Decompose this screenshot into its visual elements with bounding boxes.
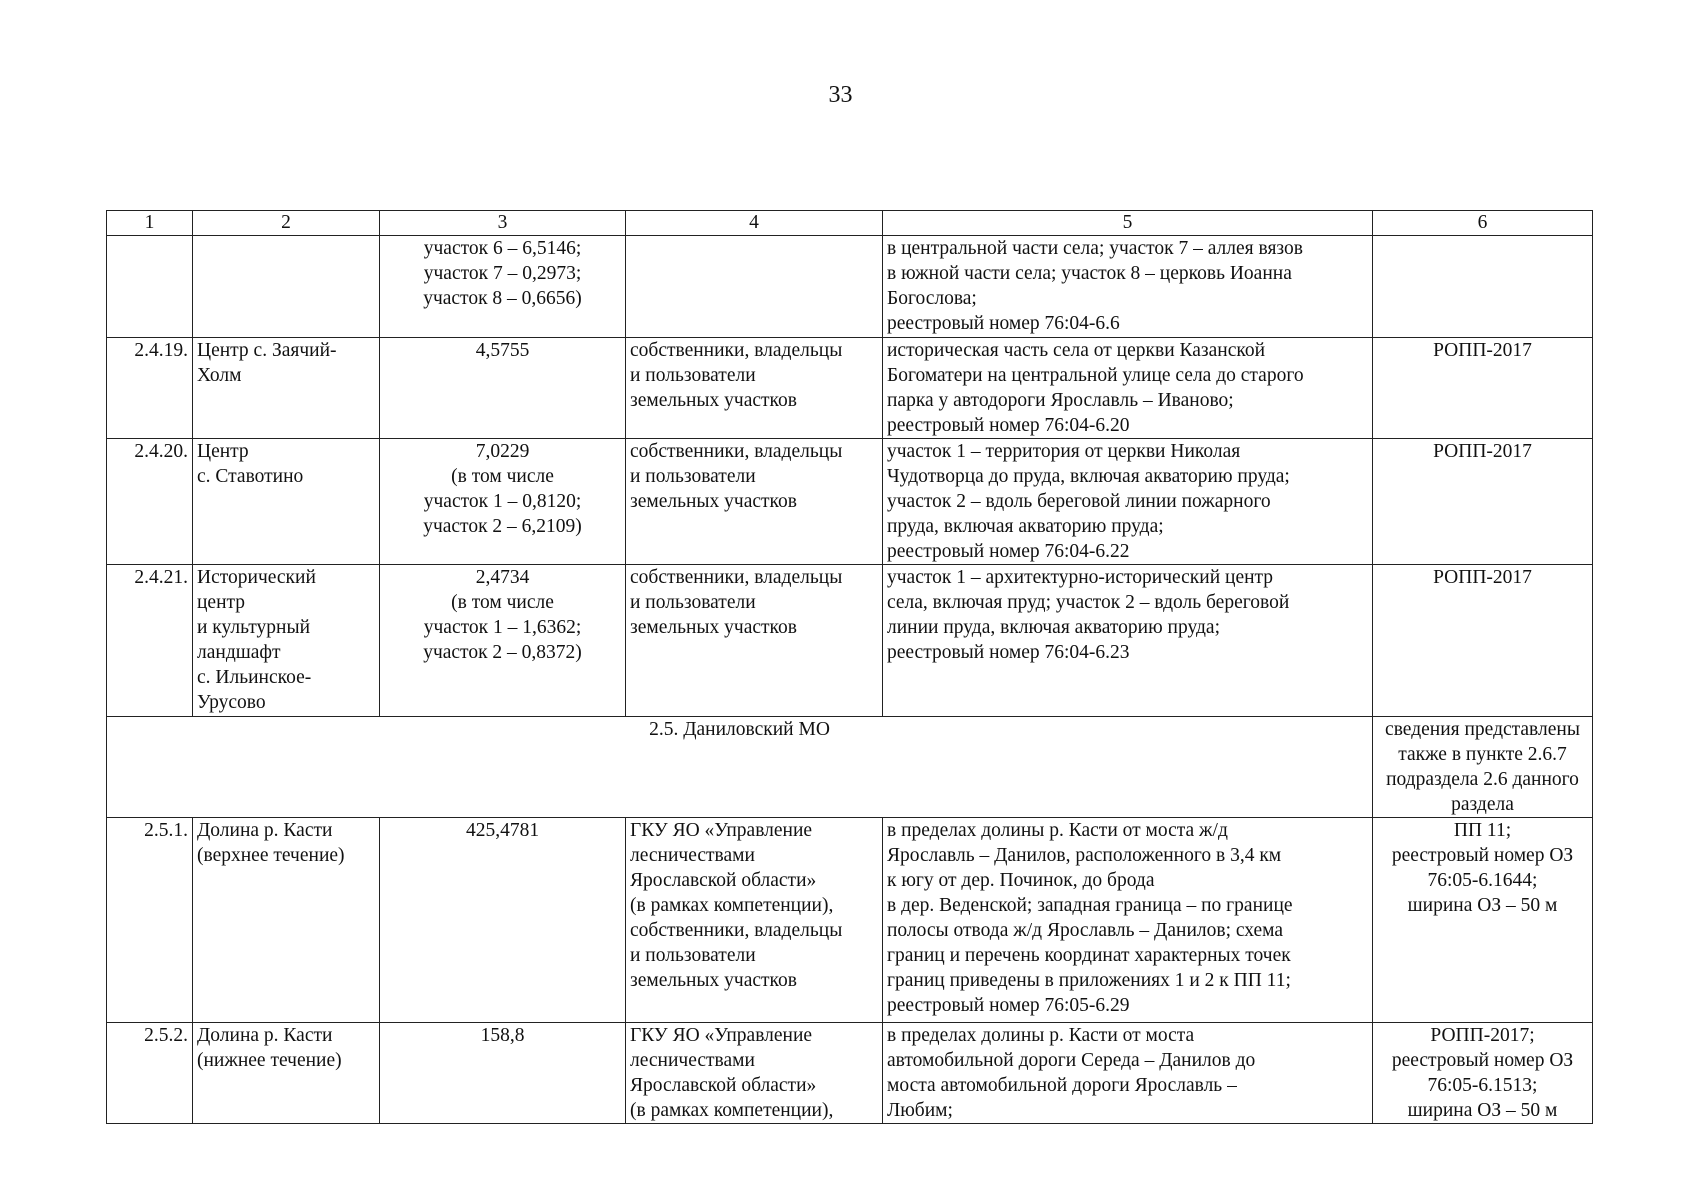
basis-cell — [1373, 1023, 1593, 1124]
basis-cell — [1373, 236, 1593, 338]
description-cell-line: Богослова; — [887, 288, 977, 309]
basis-cell-line: ПП 11; — [1453, 820, 1512, 841]
table-row — [107, 439, 1593, 565]
basis-cell-line: ширина ОЗ – 50 м — [1407, 895, 1558, 916]
basis-cell-line: РОПП-2017 — [1433, 340, 1532, 361]
column-header-1: 1 — [107, 211, 193, 236]
column-header-3: 3 — [380, 211, 626, 236]
object-name-cell-line: (верхнее течение) — [197, 845, 345, 866]
object-name-cell — [193, 565, 380, 717]
table-row — [107, 236, 1593, 338]
description-cell-line: полосы отвода ж/д Ярославль – Данилов; схема — [887, 920, 1284, 941]
row-number-cell — [107, 236, 193, 338]
row-number-cell — [107, 565, 193, 717]
basis-cell-line: ширина ОЗ – 50 м — [1407, 1100, 1558, 1121]
row-number: 2.4.20. — [134, 441, 188, 462]
description-cell — [883, 338, 1373, 439]
object-name-cell-line: (нижнее течение) — [197, 1050, 342, 1071]
section-note-line: сведения представлены — [1385, 719, 1580, 740]
description-cell-line: линии пруда, включая акваторию пруда; — [887, 617, 1220, 638]
basis-cell — [1373, 439, 1593, 565]
object-name-cell-line: Центр с. Заячий- — [197, 340, 337, 361]
page-number — [0, 82, 1697, 109]
description-cell-line: реестровый номер 76:04-6.23 — [887, 642, 1130, 663]
description-cell-line: реестровый номер 76:04-6.6 — [887, 313, 1120, 334]
area-cell-line: участок 8 – 0,6656) — [423, 288, 582, 309]
owner-cell-line: Ярославской области» — [630, 1075, 817, 1096]
column-header-5: 5 — [883, 211, 1373, 236]
description-cell-line: границ и перечень координат характерных точек — [887, 945, 1291, 966]
object-name-cell-line: с. Ильинское- — [197, 667, 312, 688]
object-name-cell — [193, 338, 380, 439]
owner-cell — [626, 236, 883, 338]
area-cell-line: участок 1 – 0,8120; — [423, 491, 582, 512]
row-number: 2.4.19. — [134, 340, 188, 361]
description-cell-line: реестровый номер 76:05-6.29 — [887, 995, 1130, 1016]
object-name-cell-line: Урусово — [197, 692, 266, 713]
description-cell-line: пруда, включая акваторию пруда; — [887, 516, 1164, 537]
object-name-cell — [193, 818, 380, 1023]
object-name-cell-line: Долина р. Касти — [197, 820, 333, 841]
basis-cell-line: РОПП-2017 — [1433, 441, 1532, 462]
object-name-cell-line: Холм — [197, 365, 242, 386]
table-body — [107, 211, 1593, 1124]
description-cell-line: Богоматери на центральной улице села до старого — [887, 365, 1304, 386]
owner-cell-line: и пользователи — [630, 945, 756, 966]
table-row — [107, 818, 1593, 1023]
column-header-4: 4 — [626, 211, 883, 236]
object-name-cell — [193, 236, 380, 338]
area-cell — [380, 338, 626, 439]
description-cell-line: историческая часть села от церкви Казанской — [887, 340, 1266, 361]
row-number: 2.4.21. — [134, 567, 188, 588]
basis-cell-line: РОПП-2017; — [1430, 1025, 1535, 1046]
basis-cell — [1373, 565, 1593, 717]
description-cell-line: участок 1 – территория от церкви Николая — [887, 441, 1241, 462]
basis-cell — [1373, 338, 1593, 439]
area-cell-line: 2,4734 — [475, 567, 530, 588]
object-name-cell — [193, 1023, 380, 1124]
owner-cell-line: и пользователи — [630, 592, 756, 613]
description-cell-line: парка у автодороги Ярославль – Иваново; — [887, 390, 1234, 411]
description-cell — [883, 818, 1373, 1023]
header-row — [107, 211, 1593, 236]
area-cell-line: (в том числе — [451, 592, 554, 613]
description-cell-line: Любим; — [887, 1100, 953, 1121]
owner-cell-line: собственники, владельцы — [630, 567, 843, 588]
description-cell-line: в южной части села; участок 8 – церковь Иоанна — [887, 263, 1292, 284]
object-name-cell-line: Исторический — [197, 567, 316, 588]
basis-cell-line: РОПП-2017 — [1433, 567, 1532, 588]
basis-cell — [1373, 818, 1593, 1023]
owner-cell — [626, 338, 883, 439]
description-cell-line: села, включая пруд; участок 2 – вдоль береговой — [887, 592, 1290, 613]
owner-cell — [626, 818, 883, 1023]
area-cell — [380, 818, 626, 1023]
table-row — [107, 338, 1593, 439]
section-note-line: раздела — [1451, 794, 1514, 815]
row-number-cell — [107, 439, 193, 565]
owner-cell — [626, 439, 883, 565]
page-number-text: 33 — [828, 82, 853, 108]
description-cell-line: Ярославль – Данилов, расположенного в 3,4 км — [887, 845, 1282, 866]
table-row — [107, 565, 1593, 717]
owner-cell-line: (в рамках компетенции), — [630, 1100, 834, 1121]
table-row — [107, 1023, 1593, 1124]
description-cell — [883, 565, 1373, 717]
owner-cell-line: собственники, владельцы — [630, 920, 843, 941]
area-cell — [380, 236, 626, 338]
object-name-cell — [193, 439, 380, 565]
area-cell-line: участок 7 – 0,2973; — [423, 263, 582, 284]
row-number-cell — [107, 1023, 193, 1124]
area-cell-line: участок 6 – 6,5146; — [423, 238, 582, 259]
owner-cell-line: земельных участков — [630, 390, 797, 411]
row-number-cell — [107, 818, 193, 1023]
owner-cell-line: ГКУ ЯО «Управление — [630, 1025, 813, 1046]
owner-cell-line: лесничествами — [630, 845, 755, 866]
owner-cell-line: ГКУ ЯО «Управление — [630, 820, 813, 841]
document-table — [106, 210, 1593, 1124]
owner-cell-line: и пользователи — [630, 365, 756, 386]
area-cell-line: участок 1 – 1,6362; — [423, 617, 582, 638]
description-cell — [883, 236, 1373, 338]
object-name-cell-line: Центр — [197, 441, 249, 462]
section-title: 2.5. Даниловский МО — [107, 717, 1373, 818]
column-header-2: 2 — [193, 211, 380, 236]
owner-cell-line: (в рамках компетенции), — [630, 895, 834, 916]
basis-cell-line: реестровый номер ОЗ — [1391, 845, 1574, 866]
section-note — [1373, 717, 1593, 818]
basis-cell-line: 76:05-6.1644; — [1427, 870, 1538, 891]
description-cell — [883, 439, 1373, 565]
description-cell-line: участок 1 – архитектурно-исторический центр — [887, 567, 1274, 588]
row-number: 2.5.1. — [144, 820, 188, 841]
object-name-cell-line: ландшафт — [197, 642, 281, 663]
object-name-cell-line: Долина р. Касти — [197, 1025, 333, 1046]
description-cell-line: границ приведены в приложениях 1 и 2 к ПП 11; — [887, 970, 1291, 991]
area-cell-line: участок 2 – 6,2109) — [423, 516, 582, 537]
description-cell-line: в центральной части села; участок 7 – аллея вязов — [887, 238, 1303, 259]
object-name-cell-line: с. Ставотино — [197, 466, 304, 487]
owner-cell-line: земельных участков — [630, 970, 797, 991]
description-cell-line: в дер. Веденской; западная граница – по границе — [887, 895, 1293, 916]
basis-cell-line: реестровый номер ОЗ — [1391, 1050, 1574, 1071]
description-cell-line: моста автомобильной дороги Ярославль – — [887, 1075, 1237, 1096]
owner-cell-line: земельных участков — [630, 617, 797, 638]
row-number: 2.5.2. — [144, 1025, 188, 1046]
area-cell-line: 4,5755 — [475, 340, 530, 361]
area-cell-line: 425,4781 — [465, 820, 540, 841]
description-cell-line: в пределах долины р. Касти от моста ж/д — [887, 820, 1228, 841]
description-cell-line: к югу от дер. Починок, до брода — [887, 870, 1155, 891]
area-cell-line: (в том числе — [451, 466, 554, 487]
object-name-cell-line: и культурный — [197, 617, 311, 638]
description-cell-line: автомобильной дороги Середа – Данилов до — [887, 1050, 1256, 1071]
owner-cell-line: лесничествами — [630, 1050, 755, 1071]
area-cell-line: участок 2 – 0,8372) — [423, 642, 582, 663]
description-cell — [883, 1023, 1373, 1124]
area-cell-line: 7,0229 — [475, 441, 530, 462]
description-cell-line: реестровый номер 76:04-6.20 — [887, 415, 1130, 436]
description-cell-line: участок 2 – вдоль береговой линии пожарного — [887, 491, 1271, 512]
owner-cell-line: собственники, владельцы — [630, 340, 843, 361]
basis-cell-line: 76:05-6.1513; — [1427, 1075, 1538, 1096]
row-number-cell — [107, 338, 193, 439]
area-cell — [380, 439, 626, 565]
owner-cell-line: земельных участков — [630, 491, 797, 512]
owner-cell-line: Ярославской области» — [630, 870, 817, 891]
section-row — [107, 717, 1593, 818]
area-cell — [380, 1023, 626, 1124]
owner-cell — [626, 565, 883, 717]
description-cell-line: в пределах долины р. Касти от моста — [887, 1025, 1195, 1046]
area-cell — [380, 565, 626, 717]
owner-cell — [626, 1023, 883, 1124]
owner-cell-line: собственники, владельцы — [630, 441, 843, 462]
area-cell-line: 158,8 — [480, 1025, 525, 1046]
description-cell-line: реестровый номер 76:04-6.22 — [887, 541, 1130, 562]
column-header-6: 6 — [1373, 211, 1593, 236]
owner-cell-line: и пользователи — [630, 466, 756, 487]
object-name-cell-line: центр — [197, 592, 246, 613]
section-note-line: подраздела 2.6 данного — [1386, 769, 1579, 790]
description-cell-line: Чудотворца до пруда, включая акваторию пруда; — [887, 466, 1290, 487]
section-note-line: также в пункте 2.6.7 — [1398, 744, 1567, 765]
